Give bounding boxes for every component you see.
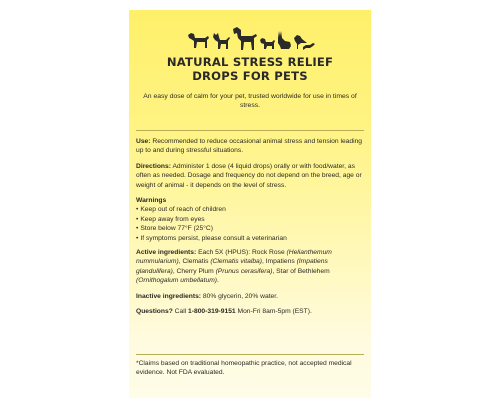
- directions-label: Directions:: [136, 162, 171, 170]
- rabbit-silhouette-icon: [278, 31, 291, 49]
- ingredient-latin: (Prunus cerasifera): [215, 267, 273, 275]
- divider-top: [136, 130, 364, 131]
- warning-item: • If symptoms persist, please consult a veterinarian: [136, 234, 365, 243]
- inactive-ingredients-section: [136, 292, 365, 301]
- horse-silhouette-icon: [233, 27, 257, 50]
- claims-disclaimer: *Claims based on traditional homeopathic practice, not accepted medical evidence. Not FDA evaluated.: [136, 360, 352, 377]
- use-section: [136, 137, 365, 156]
- cat-silhouette-icon: [213, 33, 230, 49]
- active-intro: Each 5X (HPUS): Rock Rose: [198, 249, 285, 257]
- animal-silhouettes: [186, 26, 316, 52]
- dog-silhouette-icon: [188, 33, 209, 48]
- ingredient-latin: (Helianthemum nummularium): [136, 249, 332, 266]
- small-dog-silhouette-icon: [260, 38, 275, 49]
- active-ingredients-label: Active ingredients:: [136, 249, 197, 257]
- ingredient-name: Impatiens: [265, 258, 295, 266]
- directions-section: [136, 162, 365, 190]
- divider-bottom: [136, 354, 364, 355]
- intro-text: An easy dose of calm for your pet, trusted worldwide for use in times of stress.: [143, 93, 357, 110]
- ingredient-name: Clematis: [182, 258, 209, 266]
- active-ingredients-section: Active ingredients: Each 5X (HPUS): Rock Rose (Helianthemum nummularium), Clematis (Clematis vitalba), Impatiens (Impatiens glandulifera), Cherry Plum (Prunus cerasifera), Star of Bethlehem (Ornithogalum umbellatum).: [136, 249, 332, 285]
- use-label: Use:: [136, 138, 151, 145]
- inactive-ingredients-label: Inactive ingredients:: [136, 292, 202, 300]
- ingredient-latin: (Impatiens glandulifera): [136, 258, 328, 275]
- questions-section: [136, 307, 365, 316]
- ingredient-latin: (Clematis vitalba): [210, 258, 262, 266]
- warnings-label: Warnings: [136, 197, 167, 205]
- call-text: Call: [174, 308, 187, 316]
- title-line-1: NATURAL STRESS RELIEF: [166, 55, 334, 69]
- product-label-panel: [129, 10, 371, 398]
- ingredient-name: Cherry Plum: [176, 267, 214, 275]
- warning-item: • Store below 77°F (25°C): [136, 224, 365, 233]
- label-body: [136, 137, 365, 323]
- warning-item: • Keep away from eyes: [136, 215, 365, 224]
- ingredient-name: Star of Bethlehem: [276, 267, 330, 275]
- warnings-list: [136, 205, 365, 243]
- inactive-ingredients-text: 80% glycerin, 20% water.: [202, 292, 278, 300]
- product-title: [129, 55, 371, 83]
- directions-text: Administer 1 dose (4 liquid drops) orally or with food/water, as often as needed. Dosage and frequency do not depend on the breed, age or weight of animal - it depends on the level of stress.: [136, 162, 362, 189]
- title-line-2: DROPS FOR PETS: [192, 69, 308, 83]
- questions-label: Questions?: [136, 308, 173, 316]
- ingredient-latin: (Ornithogalum umbellatum): [136, 277, 218, 285]
- lizard-silhouette-icon: [303, 43, 315, 50]
- use-text: Recommended to reduce occasional animal stress and tension leading up to and during stressful situations.: [136, 138, 363, 155]
- phone-number: 1-800-319-9151: [188, 308, 236, 316]
- hours-text: Mon-Fri 8am-5pm (EST).: [237, 308, 312, 316]
- warning-item: • Keep out of reach of children: [136, 205, 365, 214]
